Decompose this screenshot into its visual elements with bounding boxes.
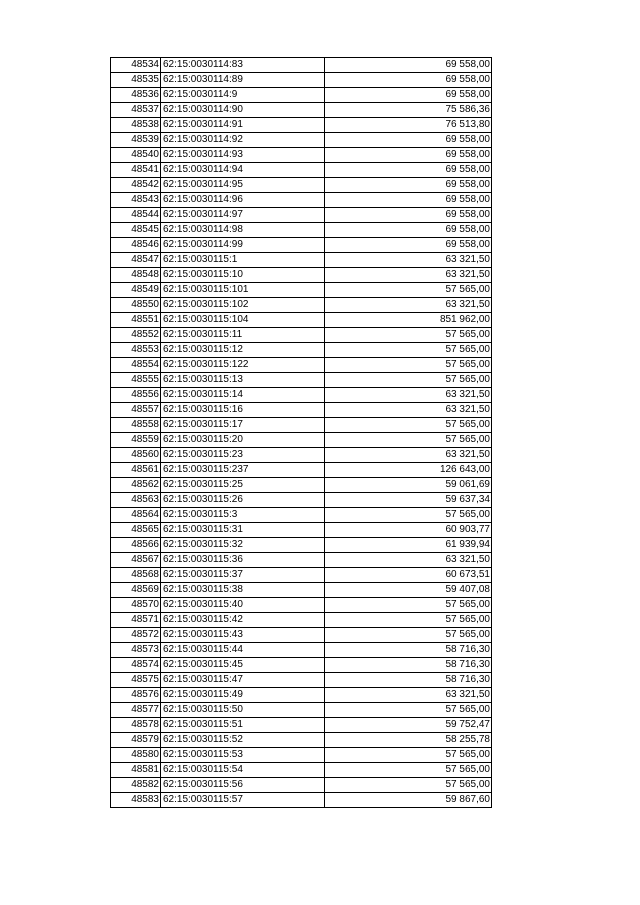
row-number-cell: 48574 [111, 658, 161, 673]
table-row [111, 253, 492, 268]
table-row [111, 583, 492, 598]
value-cell: 58 716,30 [325, 643, 492, 658]
value-cell: 58 716,30 [325, 658, 492, 673]
value-cell: 69 558,00 [325, 163, 492, 178]
row-number-cell: 48559 [111, 433, 161, 448]
table-row [111, 553, 492, 568]
table-row [111, 493, 492, 508]
row-number-cell: 48577 [111, 703, 161, 718]
value-cell: 69 558,00 [325, 178, 492, 193]
table-row [111, 658, 492, 673]
cadastral-number-cell: 62:15:0030115:12 [161, 343, 325, 358]
row-number-cell: 48580 [111, 748, 161, 763]
table-row [111, 328, 492, 343]
table-row [111, 643, 492, 658]
row-number-cell: 48556 [111, 388, 161, 403]
table-row [111, 778, 492, 793]
table-row [111, 733, 492, 748]
cadastral-number-cell: 62:15:0030115:31 [161, 523, 325, 538]
value-cell: 58 716,30 [325, 673, 492, 688]
row-number-cell: 48581 [111, 763, 161, 778]
value-cell: 57 565,00 [325, 343, 492, 358]
value-cell: 76 513,80 [325, 118, 492, 133]
row-number-cell: 48568 [111, 568, 161, 583]
value-cell: 63 321,50 [325, 298, 492, 313]
value-cell: 57 565,00 [325, 373, 492, 388]
value-cell: 59 407,08 [325, 583, 492, 598]
cadastral-number-cell: 62:15:0030115:56 [161, 778, 325, 793]
value-cell: 57 565,00 [325, 508, 492, 523]
cadastral-number-cell: 62:15:0030115:38 [161, 583, 325, 598]
row-number-cell: 48537 [111, 103, 161, 118]
value-cell: 63 321,50 [325, 268, 492, 283]
row-number-cell: 48540 [111, 148, 161, 163]
value-cell: 63 321,50 [325, 688, 492, 703]
table-row [111, 523, 492, 538]
row-number-cell: 48552 [111, 328, 161, 343]
value-cell: 59 867,60 [325, 793, 492, 808]
value-cell: 57 565,00 [325, 418, 492, 433]
row-number-cell: 48547 [111, 253, 161, 268]
cadastral-number-cell: 62:15:0030115:122 [161, 358, 325, 373]
cadastral-number-cell: 62:15:0030115:20 [161, 433, 325, 448]
cadastral-number-cell: 62:15:0030114:89 [161, 73, 325, 88]
table-row [111, 358, 492, 373]
row-number-cell: 48579 [111, 733, 161, 748]
table-row [111, 403, 492, 418]
value-cell: 57 565,00 [325, 748, 492, 763]
value-cell: 60 903,77 [325, 523, 492, 538]
cadastral-number-cell: 62:15:0030115:14 [161, 388, 325, 403]
table-row [111, 478, 492, 493]
cadastral-number-cell: 62:15:0030115:13 [161, 373, 325, 388]
value-cell: 69 558,00 [325, 223, 492, 238]
row-number-cell: 48550 [111, 298, 161, 313]
cadastral-number-cell: 62:15:0030115:54 [161, 763, 325, 778]
table-row [111, 703, 492, 718]
row-number-cell: 48553 [111, 343, 161, 358]
cadastral-number-cell: 62:15:0030115:45 [161, 658, 325, 673]
cadastral-number-cell: 62:15:0030115:36 [161, 553, 325, 568]
value-cell: 57 565,00 [325, 283, 492, 298]
row-number-cell: 48563 [111, 493, 161, 508]
row-number-cell: 48538 [111, 118, 161, 133]
table-row [111, 163, 492, 178]
cadastral-number-cell: 62:15:0030115:237 [161, 463, 325, 478]
cadastral-number-cell: 62:15:0030115:1 [161, 253, 325, 268]
table-row [111, 73, 492, 88]
value-cell: 69 558,00 [325, 148, 492, 163]
row-number-cell: 48582 [111, 778, 161, 793]
row-number-cell: 48535 [111, 73, 161, 88]
cadastral-number-cell: 62:15:0030115:101 [161, 283, 325, 298]
cadastral-number-cell: 62:15:0030114:97 [161, 208, 325, 223]
table-row [111, 373, 492, 388]
value-cell: 59 061,69 [325, 478, 492, 493]
cadastral-number-cell: 62:15:0030114:96 [161, 193, 325, 208]
table-row [111, 298, 492, 313]
value-cell: 60 673,51 [325, 568, 492, 583]
row-number-cell: 48566 [111, 538, 161, 553]
cadastral-number-cell: 62:15:0030114:95 [161, 178, 325, 193]
cadastral-number-cell: 62:15:0030115:17 [161, 418, 325, 433]
cadastral-number-cell: 62:15:0030114:93 [161, 148, 325, 163]
row-number-cell: 48536 [111, 88, 161, 103]
value-cell: 63 321,50 [325, 553, 492, 568]
row-number-cell: 48565 [111, 523, 161, 538]
table-row [111, 88, 492, 103]
cadastral-number-cell: 62:15:0030115:57 [161, 793, 325, 808]
table-row [111, 448, 492, 463]
cadastral-number-cell: 62:15:0030115:104 [161, 313, 325, 328]
table-body [111, 58, 492, 808]
row-number-cell: 48546 [111, 238, 161, 253]
row-number-cell: 48575 [111, 673, 161, 688]
value-cell: 57 565,00 [325, 433, 492, 448]
value-cell: 57 565,00 [325, 358, 492, 373]
value-cell: 57 565,00 [325, 763, 492, 778]
table-row [111, 628, 492, 643]
row-number-cell: 48558 [111, 418, 161, 433]
value-cell: 59 752,47 [325, 718, 492, 733]
table-row [111, 568, 492, 583]
table-row [111, 673, 492, 688]
value-cell: 57 565,00 [325, 328, 492, 343]
row-number-cell: 48543 [111, 193, 161, 208]
row-number-cell: 48544 [111, 208, 161, 223]
cadastral-number-cell: 62:15:0030115:25 [161, 478, 325, 493]
cadastral-number-cell: 62:15:0030115:40 [161, 598, 325, 613]
value-cell: 57 565,00 [325, 598, 492, 613]
table-row [111, 613, 492, 628]
table-row [111, 718, 492, 733]
cadastral-number-cell: 62:15:0030115:23 [161, 448, 325, 463]
row-number-cell: 48571 [111, 613, 161, 628]
value-cell: 69 558,00 [325, 208, 492, 223]
cadastral-number-cell: 62:15:0030114:90 [161, 103, 325, 118]
cadastral-number-cell: 62:15:0030115:11 [161, 328, 325, 343]
cadastral-number-cell: 62:15:0030115:51 [161, 718, 325, 733]
table-row [111, 103, 492, 118]
cadastral-number-cell: 62:15:0030114:94 [161, 163, 325, 178]
value-cell: 57 565,00 [325, 703, 492, 718]
cadastral-number-cell: 62:15:0030114:83 [161, 58, 325, 73]
value-cell: 69 558,00 [325, 238, 492, 253]
row-number-cell: 48569 [111, 583, 161, 598]
row-number-cell: 48564 [111, 508, 161, 523]
cadastral-number-cell: 62:15:0030115:42 [161, 613, 325, 628]
value-cell: 851 962,00 [325, 313, 492, 328]
row-number-cell: 48548 [111, 268, 161, 283]
cadastral-number-cell: 62:15:0030115:3 [161, 508, 325, 523]
cadastral-number-cell: 62:15:0030114:92 [161, 133, 325, 148]
table-row [111, 688, 492, 703]
row-number-cell: 48560 [111, 448, 161, 463]
cadastral-number-cell: 62:15:0030115:49 [161, 688, 325, 703]
value-cell: 75 586,36 [325, 103, 492, 118]
row-number-cell: 48534 [111, 58, 161, 73]
value-cell: 57 565,00 [325, 628, 492, 643]
table-row [111, 133, 492, 148]
cadastral-number-cell: 62:15:0030115:10 [161, 268, 325, 283]
value-cell: 61 939,94 [325, 538, 492, 553]
row-number-cell: 48539 [111, 133, 161, 148]
cadastral-number-cell: 62:15:0030115:43 [161, 628, 325, 643]
value-cell: 69 558,00 [325, 88, 492, 103]
cadastral-value-table [110, 57, 492, 808]
cadastral-number-cell: 62:15:0030115:47 [161, 673, 325, 688]
value-cell: 69 558,00 [325, 193, 492, 208]
cadastral-number-cell: 62:15:0030115:53 [161, 748, 325, 763]
row-number-cell: 48545 [111, 223, 161, 238]
table-row [111, 313, 492, 328]
row-number-cell: 48542 [111, 178, 161, 193]
table-row [111, 208, 492, 223]
table-row [111, 343, 492, 358]
row-number-cell: 48557 [111, 403, 161, 418]
value-cell: 69 558,00 [325, 133, 492, 148]
table-row [111, 148, 492, 163]
value-cell: 63 321,50 [325, 403, 492, 418]
value-cell: 59 637,34 [325, 493, 492, 508]
cadastral-number-cell: 62:15:0030114:91 [161, 118, 325, 133]
row-number-cell: 48570 [111, 598, 161, 613]
table-row [111, 433, 492, 448]
table-row [111, 598, 492, 613]
value-cell: 63 321,50 [325, 388, 492, 403]
cadastral-number-cell: 62:15:0030115:50 [161, 703, 325, 718]
row-number-cell: 48567 [111, 553, 161, 568]
value-cell: 69 558,00 [325, 58, 492, 73]
row-number-cell: 48551 [111, 313, 161, 328]
table-row [111, 538, 492, 553]
cadastral-number-cell: 62:15:0030115:102 [161, 298, 325, 313]
row-number-cell: 48572 [111, 628, 161, 643]
table-row [111, 223, 492, 238]
table-row [111, 58, 492, 73]
row-number-cell: 48561 [111, 463, 161, 478]
row-number-cell: 48562 [111, 478, 161, 493]
row-number-cell: 48578 [111, 718, 161, 733]
table-row [111, 463, 492, 478]
cadastral-number-cell: 62:15:0030115:37 [161, 568, 325, 583]
row-number-cell: 48541 [111, 163, 161, 178]
cadastral-number-cell: 62:15:0030114:98 [161, 223, 325, 238]
row-number-cell: 48583 [111, 793, 161, 808]
value-cell: 58 255,78 [325, 733, 492, 748]
table-row [111, 193, 492, 208]
cadastral-number-cell: 62:15:0030115:44 [161, 643, 325, 658]
table-row [111, 793, 492, 808]
table-row [111, 268, 492, 283]
row-number-cell: 48573 [111, 643, 161, 658]
row-number-cell: 48549 [111, 283, 161, 298]
table-row [111, 748, 492, 763]
cadastral-number-cell: 62:15:0030115:32 [161, 538, 325, 553]
value-cell: 63 321,50 [325, 448, 492, 463]
table-row [111, 763, 492, 778]
table-row [111, 238, 492, 253]
row-number-cell: 48555 [111, 373, 161, 388]
value-cell: 63 321,50 [325, 253, 492, 268]
cadastral-number-cell: 62:15:0030114:99 [161, 238, 325, 253]
value-cell: 126 643,00 [325, 463, 492, 478]
value-cell: 57 565,00 [325, 778, 492, 793]
cadastral-number-cell: 62:15:0030114:9 [161, 88, 325, 103]
row-number-cell: 48576 [111, 688, 161, 703]
table-row [111, 418, 492, 433]
value-cell: 69 558,00 [325, 73, 492, 88]
cadastral-number-cell: 62:15:0030115:16 [161, 403, 325, 418]
value-cell: 57 565,00 [325, 613, 492, 628]
table-row [111, 178, 492, 193]
row-number-cell: 48554 [111, 358, 161, 373]
cadastral-number-cell: 62:15:0030115:26 [161, 493, 325, 508]
table-row [111, 118, 492, 133]
cadastral-number-cell: 62:15:0030115:52 [161, 733, 325, 748]
table-row [111, 283, 492, 298]
table-row [111, 388, 492, 403]
table-row [111, 508, 492, 523]
